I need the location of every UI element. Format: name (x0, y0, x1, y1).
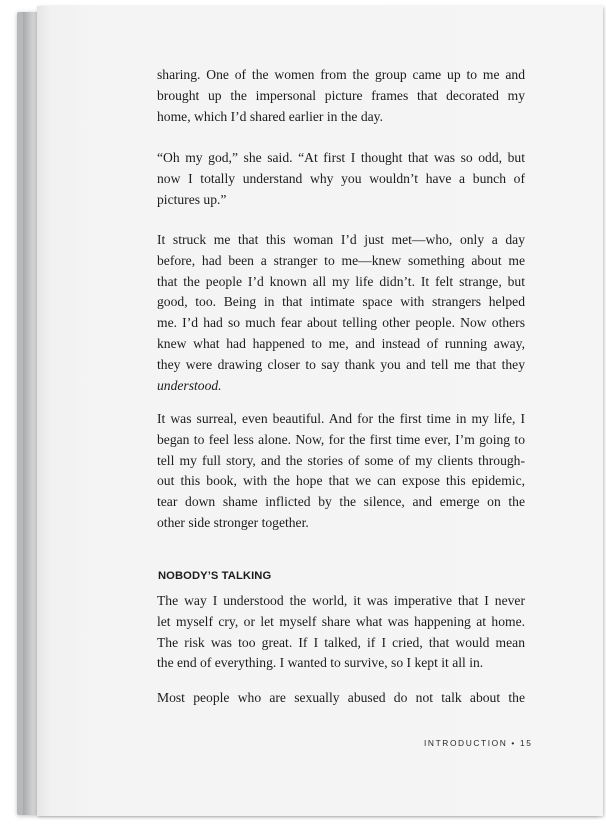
text-line: brought up the impersonal picture frames that decorated my (157, 87, 525, 103)
text-line: The risk was too great. If I talked, if I cried, that would mean (157, 634, 525, 650)
text-line: Most people who are sexually abused do not talk about the (157, 690, 525, 705)
text-line: tell my full story, and the stories of some of my clients through- (157, 452, 525, 468)
text-line: It was surreal, even beautiful. And for the first time in my life, I (157, 411, 525, 426)
text-line-italic: understood. (157, 377, 222, 393)
text-line: they were drawing closer to say thank you and tell me that they (157, 356, 525, 372)
text-line: knew what had happened to me, and instead of running away, (157, 335, 525, 351)
text-line: The way I understood the world, it was imperative that I never (157, 593, 525, 608)
text-line: sharing. One of the women from the group came up to me and (157, 67, 525, 82)
paragraph-6 (157, 688, 525, 709)
section-heading: NOBODY’S TALKING (158, 570, 272, 582)
paragraph-3 (157, 230, 525, 396)
text-line: that the people I’d known all my life didn’t. It felt strange, but (157, 273, 525, 289)
running-footer (424, 738, 532, 748)
paragraph-1 (157, 65, 525, 127)
footer-separator: • (511, 738, 516, 748)
text-line: began to feel less alone. Now, for the first time ever, I’m going to (157, 431, 525, 447)
footer-section-title: INTRODUCTION (424, 738, 508, 748)
paragraph-4 (157, 409, 525, 534)
text-line: out this book, with the hope that we can expose this epidemic, (157, 473, 525, 489)
text-line: now I totally understand why you wouldn’t have a bunch of (157, 170, 525, 186)
text-line: me. I’d had so much fear about telling other people. Now others (157, 315, 525, 331)
text-line: before, had been a stranger to me—knew something about me (157, 252, 525, 268)
page-number: 15 (519, 738, 533, 748)
text-line: tear down shame inflicted by the silence, and emerge on the (157, 494, 525, 510)
text-line: pictures up.” (157, 191, 227, 207)
text-line: good, too. Being in that intimate space with strangers helped (157, 294, 525, 310)
text-line: other side stronger together. (157, 514, 309, 530)
text-line: let myself cry, or let myself share what was happening at home. (157, 613, 525, 629)
text-line: “Oh my god,” she said. “At first I thought that was so odd, but (157, 150, 525, 165)
text-line: It struck me that this woman I’d just met—who, only a day (157, 232, 525, 247)
text-line: home, which I’d shared earlier in the day. (157, 108, 383, 124)
text-line: the end of everything. I wanted to survive, so I kept it all in. (157, 655, 484, 671)
paragraph-5 (157, 591, 525, 674)
paragraph-2 (157, 148, 525, 210)
